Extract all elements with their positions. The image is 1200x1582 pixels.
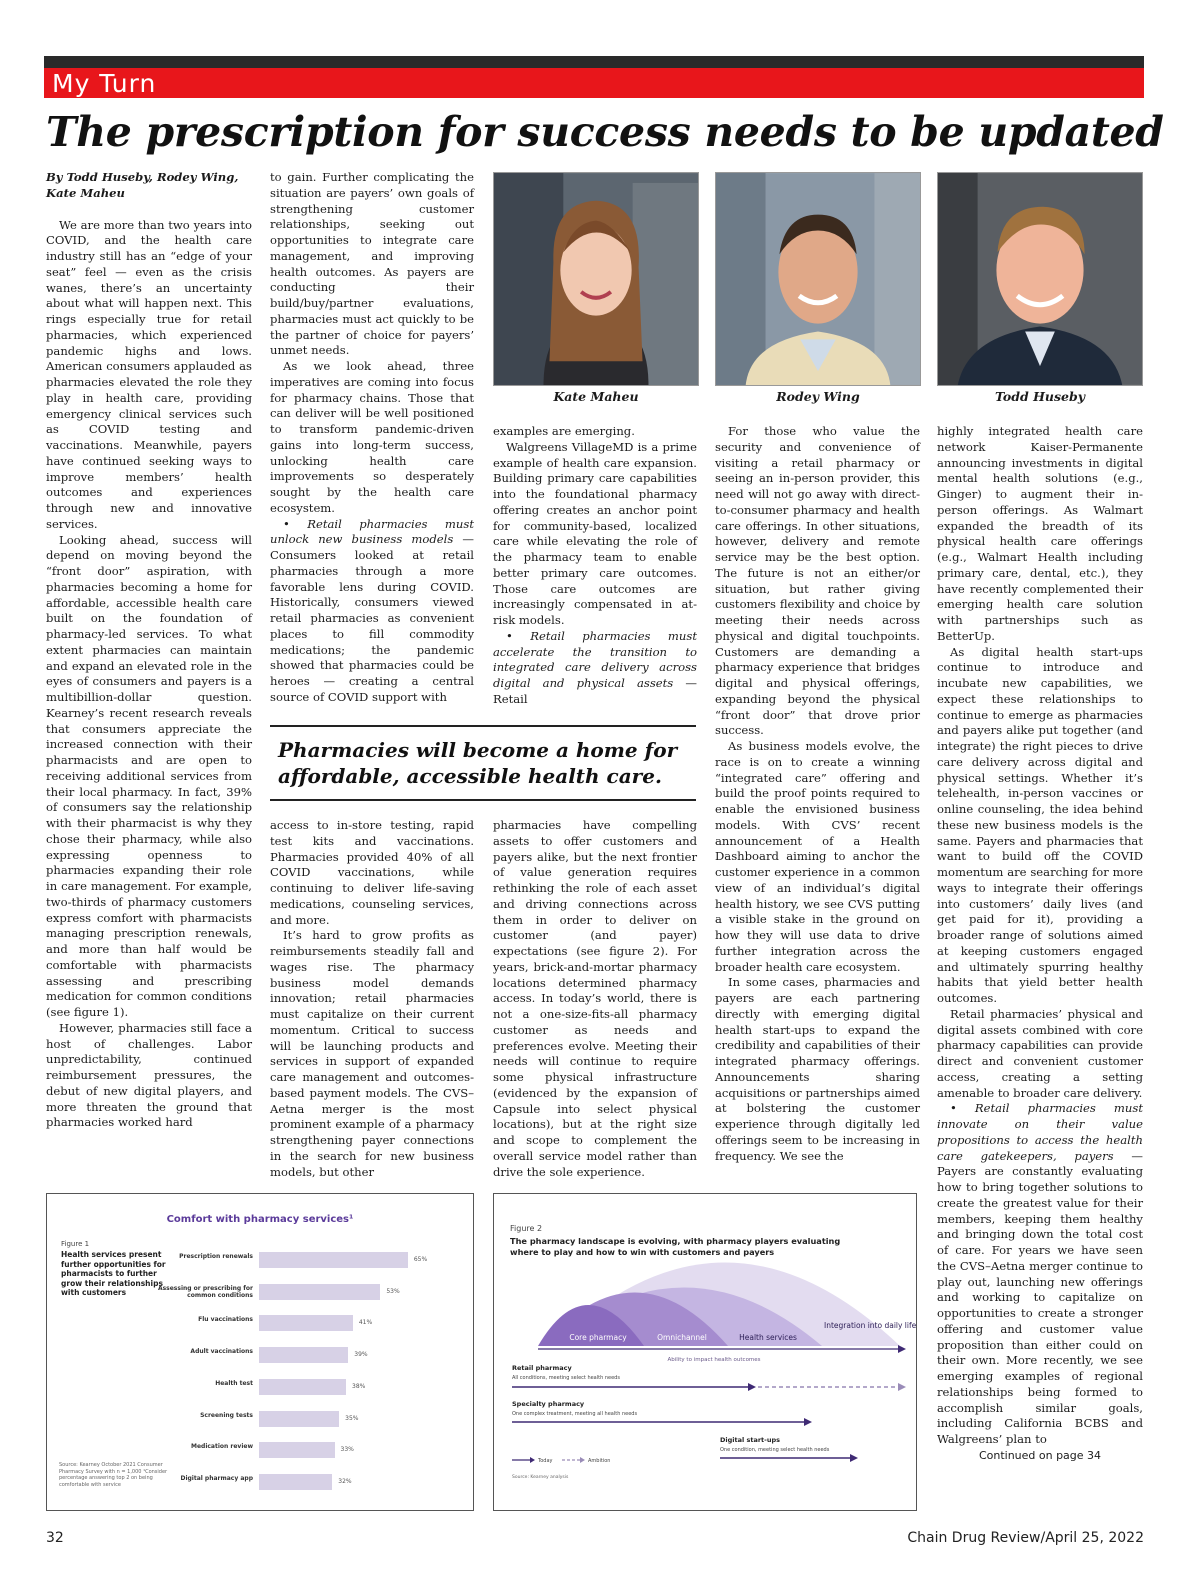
- figure-1: [46, 1193, 474, 1511]
- bar-row: [47, 1409, 473, 1429]
- paragraph: Looking ahead, success will depend on moving beyond the “front door” aspiration, with pharmacies becoming a home for affordable, accessible health care built on the foundation of pharmacy-led services. To what extent pharmacies can maintain and expand an elevated role in the eyes of consumers and payers is a multibillion-dollar question. Kearney’s recent research reveals that consumers appreciate the increased connection with their pharmacists and are open to receiving additional services from their local pharmacy. In fact, 39% of consumers say the relationship with their pharmacist is why they chose their pharmacy, while also expressing openness to pharmacies expanding their role in care management. For example, two-thirds of pharmacy customers express comfort with pharmacists managing prescription renewals, and more than half would be comfortable with pharmacists assessing and prescribing medication for common conditions (see figure 1).: [46, 532, 252, 1019]
- bar-track: [259, 1250, 471, 1270]
- bar-value-label: 39%: [354, 1351, 368, 1359]
- bar-row: [47, 1313, 473, 1333]
- publication-date: Chain Drug Review/April 25, 2022: [907, 1530, 1144, 1546]
- paragraph: As business models evolve, the race is on to create a winning “integrated care” offering and build the proof points required to enable the envisioned business models. With CVS’ recent announcement of a Health Dashboard aiming to anchor the customer experience in a common view of an individual’s digital health history, we see CVS putting a visible stake in the ground on how they will use data to drive further integration across the broader health care ecosystem.: [715, 739, 920, 974]
- paragraph: As we look ahead, three imperatives are coming into focus for pharmacy chains. Those that can deliver will be well positioned to transform pandemic-driven gains into long-term success, unlocking health care improvements so desperately sought by the health care ecosystem.: [270, 359, 474, 515]
- pull-quote-text: Pharmacies will become a home for affordable, accessible health care.: [278, 738, 678, 788]
- bar-track: [259, 1345, 471, 1365]
- bar-track: [259, 1409, 471, 1429]
- bar: [259, 1347, 348, 1363]
- figure-2-title: The pharmacy landscape is evolving, with pharmacy players evaluating where to play and how to win with customers and payers: [510, 1236, 841, 1257]
- continued-note: Continued on page 34: [978, 1448, 1102, 1462]
- bar-category-label: Digital pharmacy app: [180, 1474, 253, 1482]
- figure-2-label: Figure 2: [510, 1224, 543, 1233]
- paragraph: access to in-store testing, rapid test kits and vaccinations. Pharmacies provided 40% of all COVID vaccinations, while continuing to deliver life-saving medications, counseling services, and more.: [270, 818, 474, 927]
- paragraph: to gain. Further complicating the situation are payers’ own goals of strengthening customer relationships, seeking out opportunities to integrate care management, and improving health outcomes. As payers are conducting their build/buy/partner evaluations, pharmacies must act quickly to be the partner of choice for payers’ unmet needs.: [270, 170, 474, 358]
- legend-today-arrowhead: [530, 1457, 535, 1463]
- paragraph: Retail pharmacies’ physical and digital assets combined with core pharmacy capabilities can provide direct and convenient customer access, creating a setting amenable to broader care delivery.: [937, 1006, 1143, 1100]
- pull-quote: [270, 725, 696, 801]
- portrait-image: [938, 173, 1142, 385]
- bar-track: [259, 1282, 471, 1302]
- article-column-2-top: [270, 170, 474, 706]
- legend-ambition-arrowhead: [580, 1457, 585, 1463]
- photo-todd-huseby: [937, 172, 1143, 386]
- today-arrowhead: [804, 1418, 812, 1426]
- today-arrowhead: [850, 1454, 858, 1462]
- bar-category-label: Health test: [215, 1379, 253, 1387]
- row-name: Digital start-ups: [720, 1436, 781, 1444]
- portrait-image: [716, 173, 920, 385]
- section-label: My Turn: [52, 69, 157, 98]
- bar-category-label: Flu vaccinations: [198, 1316, 253, 1324]
- article-column-3-bottom: [493, 818, 697, 1180]
- bar-value-label: 33%: [340, 1446, 354, 1454]
- figure-1-source: Source: Kearney October 2021 Consumer Pharmacy Survey with n = 1,000 ¹Consider percentage answering top 2 on being comfortable with service: [59, 1462, 168, 1488]
- paragraph: As digital health start-ups continue to introduce and incubate new capabilities, we expect these relationships to continue to emerge as pharmacies and payers alike put together (and integrate) the right pieces to drive care delivery across digital and physical settings. Whether it’s telehealth, in-person vaccines or online counseling, the idea behind these new business models is the same. Payers and pharmacies that want to build off the COVID momentum are searching for more ways to integrate their offerings into customers’ daily lives (and get paid for it), providing a broader range of solutions aimed at keeping customers engaged and ultimately spurring healthy habits that yield better health outcomes.: [937, 644, 1143, 1005]
- arc-label: Core pharmacy: [569, 1333, 627, 1342]
- bar-category-label: Assessing or prescribing for common conditions: [157, 1284, 253, 1299]
- bar: [259, 1315, 353, 1331]
- page-number: 32: [46, 1530, 64, 1546]
- bar-track: [259, 1472, 471, 1492]
- row-desc: All conditions, meeting select health needs: [512, 1375, 620, 1381]
- axis-label: Ability to impact health outcomes: [667, 1357, 761, 1363]
- bar-row: [47, 1345, 473, 1365]
- bar: [259, 1379, 346, 1395]
- photo-kate-maheu: [493, 172, 699, 386]
- paragraph: examples are emerging.: [493, 424, 635, 438]
- bar-value-label: 65%: [413, 1256, 428, 1263]
- ambition-arrowhead: [898, 1383, 906, 1391]
- bar: [259, 1411, 339, 1427]
- paragraph: pharmacies have compelling assets to offer customers and payers alike, but the next frontier of value generation requires rethinking the role of each asset and driving connections across them in order to deliver on customer (and payer) expectations (see figure 2). For years, brick-and-mortar pharmacy locations determined pharmacy access. In today’s world, there is not a one-size-fits-all pharmacy customer as needs and preferences evolve. Meeting their needs will continue to require some physical infrastructure (evidenced by the expansion of Capsule into select physical locations), but at the right size and scope to complement the overall service model rather than drive the sole experience.: [493, 818, 697, 1179]
- paragraph: We are more than two years into COVID, and the health care industry still has an “edge of your seat” feel — even as the crisis wanes, there’s an uncertainty about what will happen next. This rings especially true for retail pharmacies, which experienced pandemic highs and lows. American consumers applauded as pharmacies elevated the role they play in health care, providing emergency clinical services such as COVID testing and vaccinations. Meanwhile, payers have continued seeking ways to improve members’ health outcomes and experiences through new and innovative services.: [46, 217, 252, 531]
- bar-category-label: Prescription renewals: [179, 1253, 253, 1260]
- paragraph: However, pharmacies still face a host of challenges. Labor unpredictability, continued reimbursement pressures, the debut of new digital players, and more threaten the ground that pharmacies worked hard: [46, 1020, 252, 1130]
- bar-row: [47, 1377, 473, 1397]
- today-arrowhead: [748, 1383, 756, 1391]
- bar-track: [259, 1440, 471, 1460]
- article-column-3-top: [493, 424, 697, 708]
- bullet-text: — Consumers looked at retail pharmacies through a more favorable lens during COVID. Historically, consumers viewed retail pharmacies as convenient places to fill commodity medications; the pandemic showed that pharmacies could be heroes — creating a central source of COVID support with: [270, 532, 475, 704]
- bar: [259, 1284, 380, 1300]
- bar-row: [47, 1440, 473, 1460]
- bar-category-label: Adult vaccinations: [190, 1348, 253, 1356]
- bar-track: [259, 1313, 471, 1333]
- article-column-5: [937, 424, 1143, 1464]
- bullet-paragraph: [270, 517, 474, 706]
- legend-today: Today: [538, 1458, 553, 1464]
- bar: [259, 1252, 408, 1268]
- article-column-1: [46, 170, 252, 1131]
- bar-value-label: 41%: [358, 1319, 373, 1327]
- figure-1-title: Comfort with pharmacy services¹: [166, 1214, 354, 1225]
- row-name: Specialty pharmacy: [512, 1400, 585, 1408]
- photo-caption: Todd Huseby: [995, 389, 1085, 404]
- photo-rodey-wing: [715, 172, 921, 386]
- bar-category-label: Screening tests: [200, 1411, 253, 1419]
- row-name: Retail pharmacy: [512, 1364, 572, 1372]
- arc-label: Health services: [739, 1333, 797, 1342]
- photo-caption: Kate Maheu: [553, 389, 639, 404]
- row-desc: One complex treatment, meeting all health needs: [512, 1411, 638, 1417]
- figure-2-source: Source: Kearney analysis: [512, 1475, 569, 1480]
- figure-1-description: Health services present further opportunities for pharmacists to further grow their relationships with customers: [61, 1250, 166, 1297]
- bullet-paragraph: [937, 1101, 1143, 1448]
- paragraph: Walgreens VillageMD is a prime example of health care expansion. Building primary care capabilities into the foundational pharmacy offering creates an anchor point for community-based, localized care while elevating the role of the pharmacy team to enable better primary care outcomes. Those care outcomes are increasingly compensated in at-risk models.: [493, 439, 697, 627]
- arc-label: Omnichannel: [657, 1333, 707, 1342]
- bullet-text: — Payers are constantly evaluating how to bring together solutions to create the greatest value for their members, keeping them healthy and bringing down the total cost of care. For years we have seen the CVS–Aetna merger continue to play out, launching new offerings and working to capitalize on opportunities to create a stronger offering and customer value proposition than either could on their own. More recently, we see emerging examples of regional relationships being formed to accomplish similar goals, including California BCBS and Walgreens’ plan to: [937, 1148, 1143, 1446]
- top-rule: [44, 56, 1144, 68]
- bar-value-label: 35%: [345, 1414, 359, 1422]
- section-banner: [44, 68, 1144, 98]
- bar-category-label: Medication review: [190, 1443, 253, 1451]
- bar-value-label: 53%: [386, 1287, 400, 1295]
- bullet-paragraph: [493, 629, 697, 708]
- bar: [259, 1442, 335, 1458]
- figure-1-label: Figure 1: [61, 1240, 90, 1248]
- bar-row: [47, 1472, 473, 1492]
- bar-value-label: 32%: [338, 1477, 352, 1485]
- paragraph: It’s hard to grow profits as reimbursements steadily fall and wages rise. The pharmacy business model demands innovation; retail pharmacies must capitalize on their current momentum. Critical to success will be launching products and services in support of expanded care management and outcomes-based payment models. The CVS–Aetna merger is the most prominent example of a pharmacy strengthening payer connections in the search for new business models, but other: [270, 928, 474, 1179]
- row-desc: One condition, meeting select health needs: [720, 1447, 830, 1453]
- paragraph: highly integrated health care network Kaiser-Permanente announcing investments in digital mental health solutions (e.g., Ginger) to augment their in-person offerings. As Walmart expanded the breadth of its physical health care offerings (e.g., Walmart Health including primary care, dental, etc.), they have recently complemented their emerging health care solution with partnerships such as BetterUp.: [937, 424, 1143, 643]
- bullet-lead: • Retail pharmacies must unlock new business models: [270, 516, 474, 547]
- bar-row: [47, 1250, 473, 1270]
- article-column-4: [715, 424, 920, 1164]
- axis-arrowhead: [898, 1345, 906, 1353]
- bullet-text: — Retail: [493, 676, 698, 706]
- legend-ambition: Ambition: [588, 1458, 611, 1464]
- photo-caption: Rodey Wing: [776, 389, 860, 404]
- paragraph: In some cases, pharmacies and payers are each partnering directly with emerging digital health start-ups to expand the credibility and capabilities of their integrated pharmacy offerings. Announcements sharing acquisitions or partnerships aimed at bolstering the customer experience through digitally led offerings seem to be increasing in frequency. We see the: [715, 975, 920, 1163]
- figure-2: [493, 1193, 917, 1511]
- bar-value-label: 38%: [352, 1382, 366, 1390]
- bar-track: [259, 1377, 471, 1397]
- headline: The prescription for success needs to be updated: [46, 108, 1164, 156]
- paragraph: For those who value the security and convenience of visiting a retail pharmacy or seeing an in-person provider, this need will not go away with direct-to-consumer pharmacy and health care offerings. In other situations, however, delivery and remote service may be the best option. The future is not an either/or situation, but rather giving customers flexibility and choice by meeting their needs across physical and digital touchpoints. Customers are demanding a pharmacy experience that bridges digital and physical offerings, expanding beyond the physical “front door” that drove prior success.: [715, 424, 920, 738]
- bar: [259, 1474, 332, 1490]
- bullet-lead: • Retail pharmacies must innovate on their value propositions to access the health care gatekeepers, payers: [937, 1101, 1143, 1163]
- bullet-lead: • Retail pharmacies must accelerate the transition to integrated care delivery across digital and physical assets: [493, 628, 697, 690]
- article-column-2-bottom: [270, 818, 474, 1180]
- portrait-image: [494, 173, 698, 385]
- byline: By Todd Huseby, Rodey Wing, Kate Maheu: [46, 170, 239, 200]
- arc-label: Integration into daily life: [824, 1321, 917, 1330]
- bar-row: [47, 1282, 473, 1302]
